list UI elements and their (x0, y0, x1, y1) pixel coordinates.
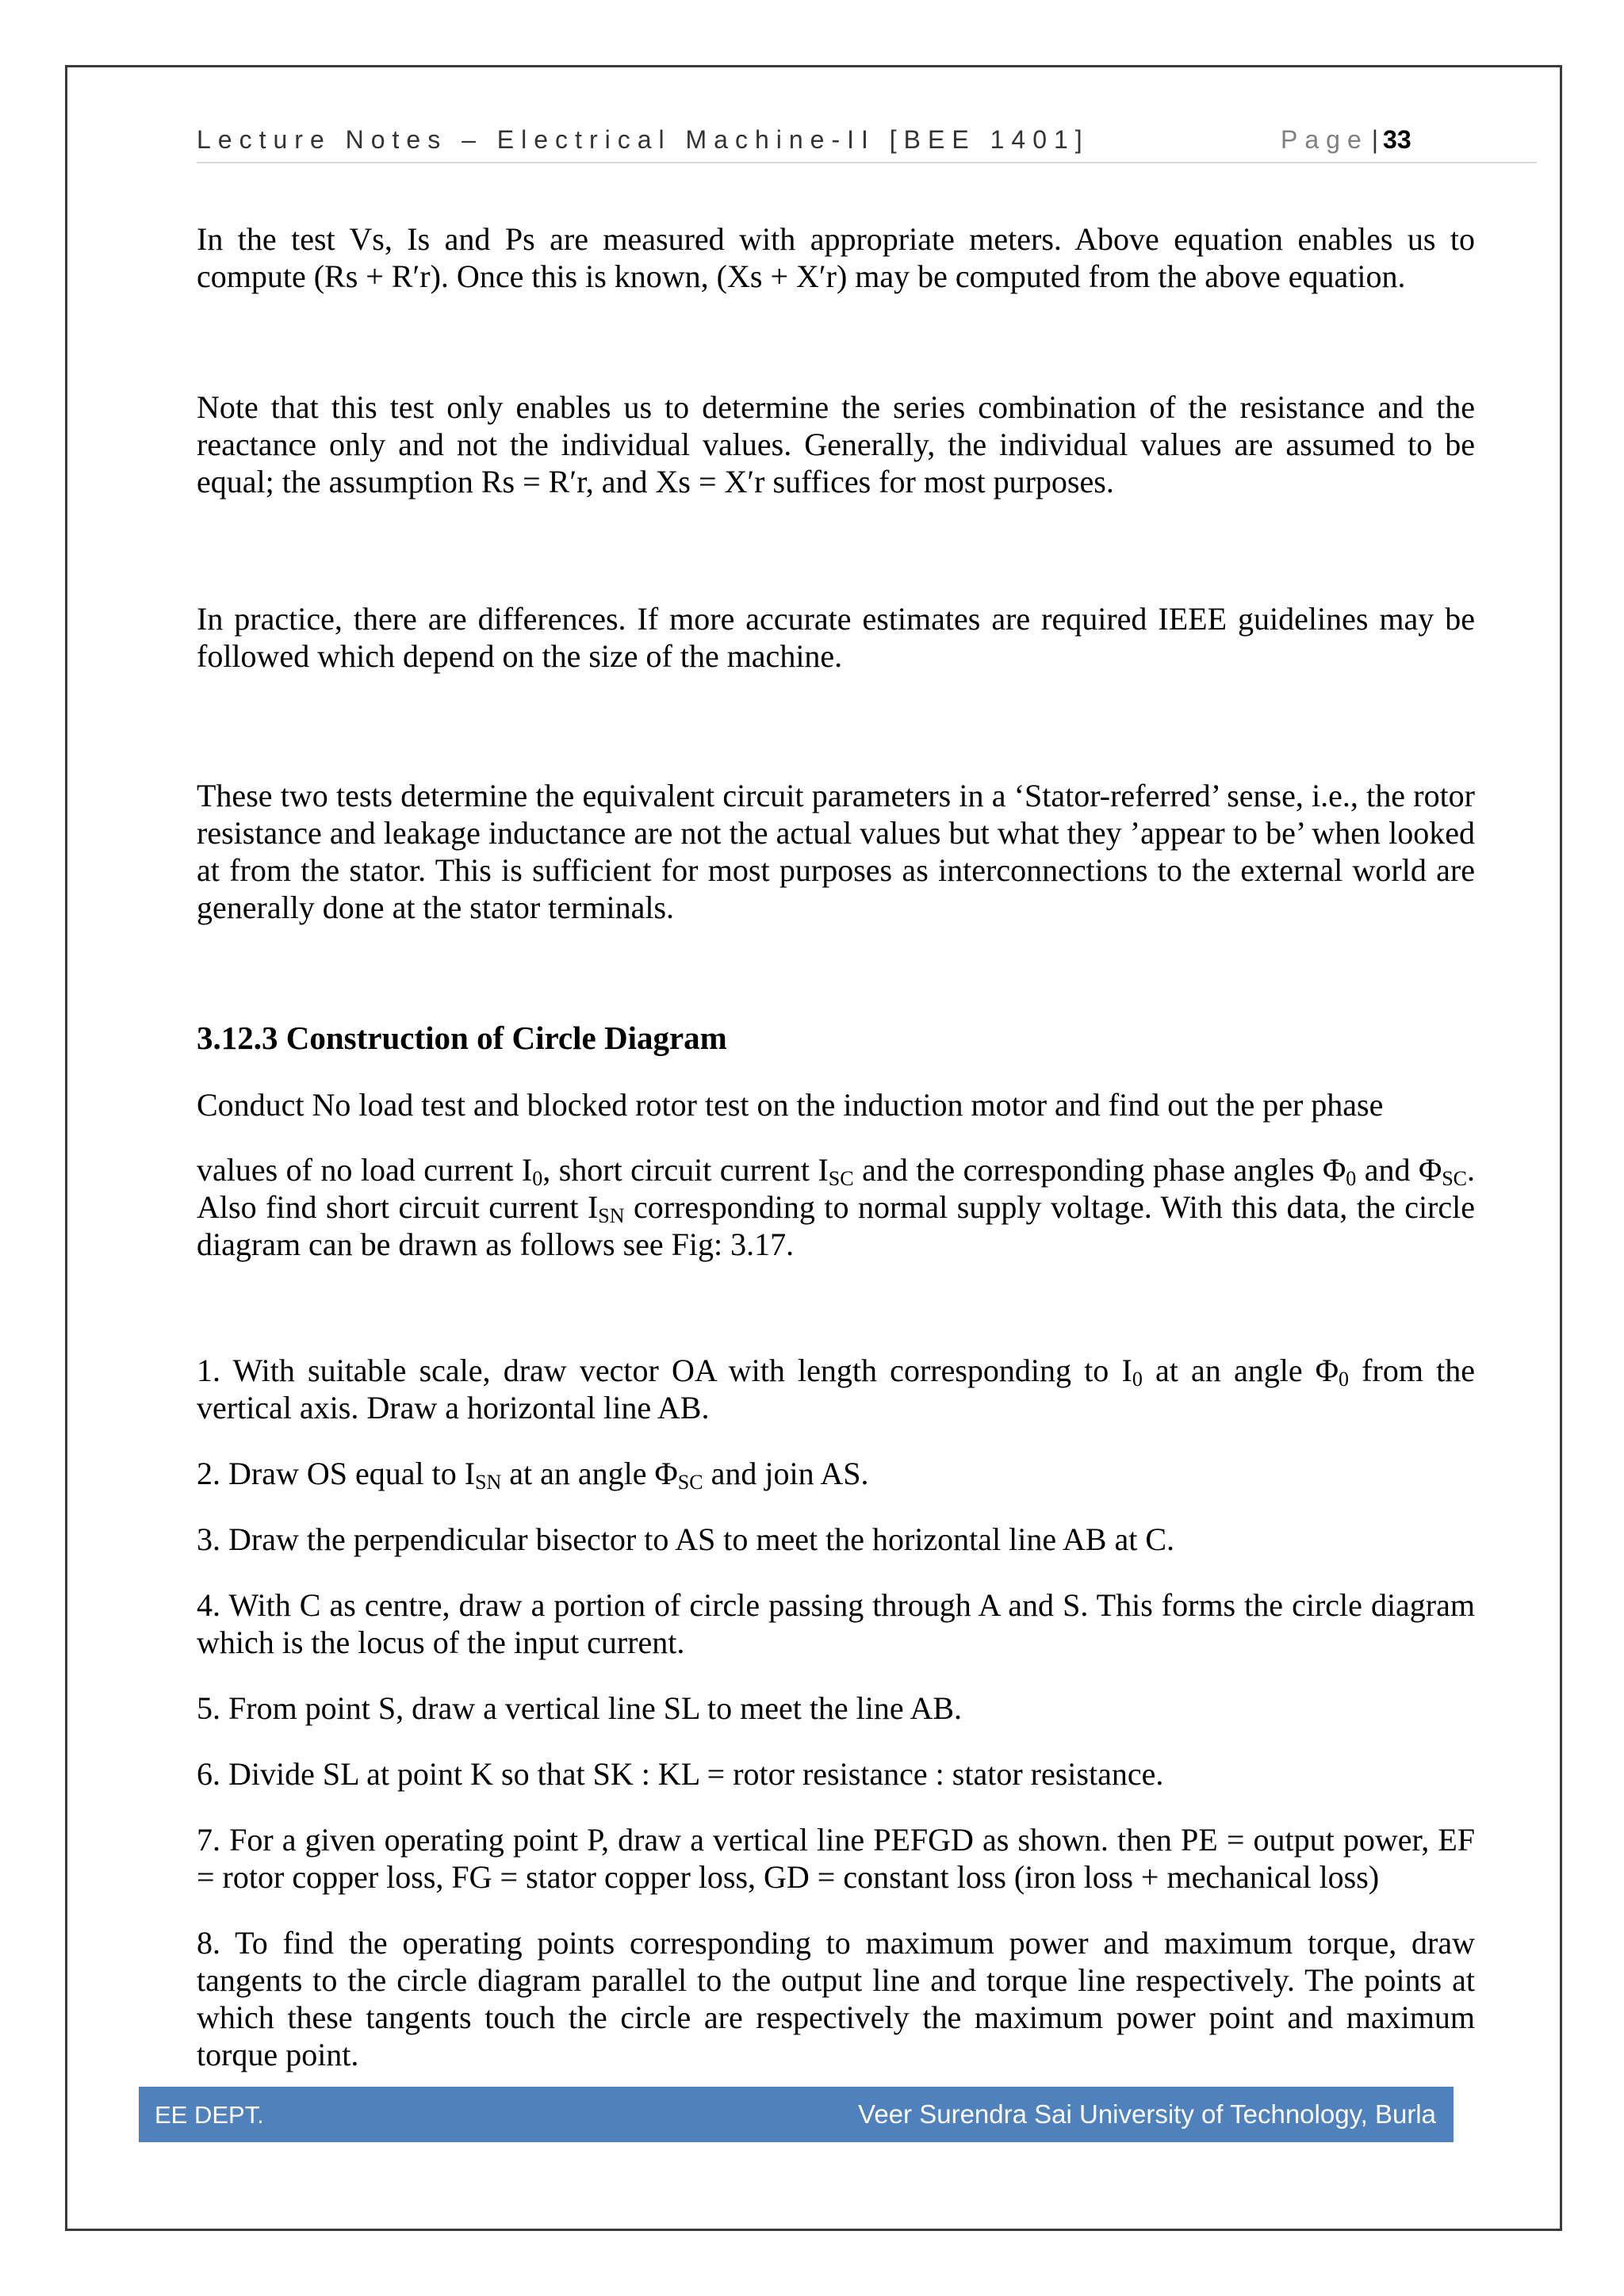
footer-university: Veer Surendra Sai University of Technology, Burla (858, 2099, 1436, 2129)
step-1: 1. With suitable scale, draw vector OA with length corresponding to $I_0$ at an angle $\Phi_0$ from the vertical axis. Draw a horizontal line AB. (197, 1353, 1475, 1425)
paragraph-circle-data: values of no load current $I_0$, short circuit current $I_{SC}$ and the corresponding phase angles $\Phi_0$ and $\Phi_{SC}$. Also find short circuit current $I_{SN}$ corresponding to normal supply voltage. With this data, the circle diagram can be drawn as follows see Fig: 3.17. (197, 1152, 1475, 1262)
page-content (197, 220, 1475, 2073)
page-info (1281, 125, 1411, 155)
paragraph-series-combination: Note that this test only enables us to determine the series combination of the resistance and the reactance only and not the individual values. Generally, the individual values are assumed to be equal; the assumption Rs = R′r, and Xs = X′r suffices for most purposes. (197, 389, 1475, 499)
page-header (197, 125, 1537, 163)
step-2: 2. Draw OS equal to $I_{SN}$ at an angle $\Phi_{SC}$ and join AS. (197, 1456, 869, 1494)
step-5: 5. From point S, draw a vertical line SL to meet the line AB. (197, 1690, 963, 1726)
footer-dept: EE DEPT. (155, 2101, 264, 2129)
page-footer (139, 2087, 1454, 2142)
paragraph-conduct-tests: Conduct No load test and blocked rotor test on the induction motor and find out the per phase (197, 1087, 1384, 1123)
page-separator: | (1371, 125, 1379, 154)
section-heading: 3.12.3 Construction of Circle Diagram (197, 1020, 727, 1056)
step-4: 4. With C as centre, draw a portion of circle passing through A and S. This forms the circle diagram which is the locus of the input current. (197, 1587, 1475, 1660)
step-8: 8. To find the operating points corresponding to maximum power and maximum torque, draw tangents to the circle diagram parallel to the output line and torque line respectively. The points at which these tangents touch the circle are respectively the maximum power point and maximum torque point. (197, 1925, 1475, 2072)
step-3: 3. Draw the perpendicular bisector to AS to meet the horizontal line AB at C. (197, 1521, 1175, 1557)
step-6: 6. Divide SL at point K so that SK : KL = rotor resistance : stator resistance. (197, 1756, 1164, 1792)
paragraph-measurements: In the test Vs, Is and Ps are measured with appropriate meters. Above equation enables us to compute (Rs + R′r). Once this is known, (Xs + X′r) may be computed from the above equation. (197, 221, 1475, 294)
course-title: Lecture Notes – Electrical Machine-II [BEE 1401] (197, 125, 1090, 154)
page-number: 33 (1383, 125, 1411, 154)
paragraph-ieee-guidelines: In practice, there are differences. If more accurate estimates are required IEEE guidelines may be followed which depend on the size of the machine. (197, 601, 1475, 674)
page-label: Page (1281, 125, 1369, 154)
step-7: 7. For a given operating point P, draw a vertical line PEFGD as shown. then PE = output power, EF = rotor copper loss, FG = stator copper loss, GD = constant loss (iron loss + mechanical loss) (197, 1822, 1475, 1895)
paragraph-stator-referred: These two tests determine the equivalent circuit parameters in a ‘Stator-referred’ sense, i.e., the rotor resistance and leakage inductance are not the actual values but what they ’appear to be’ when looked at from the stator. This is sufficient for most purposes as interconnections to the external world are generally done at the stator terminals. (197, 778, 1475, 925)
